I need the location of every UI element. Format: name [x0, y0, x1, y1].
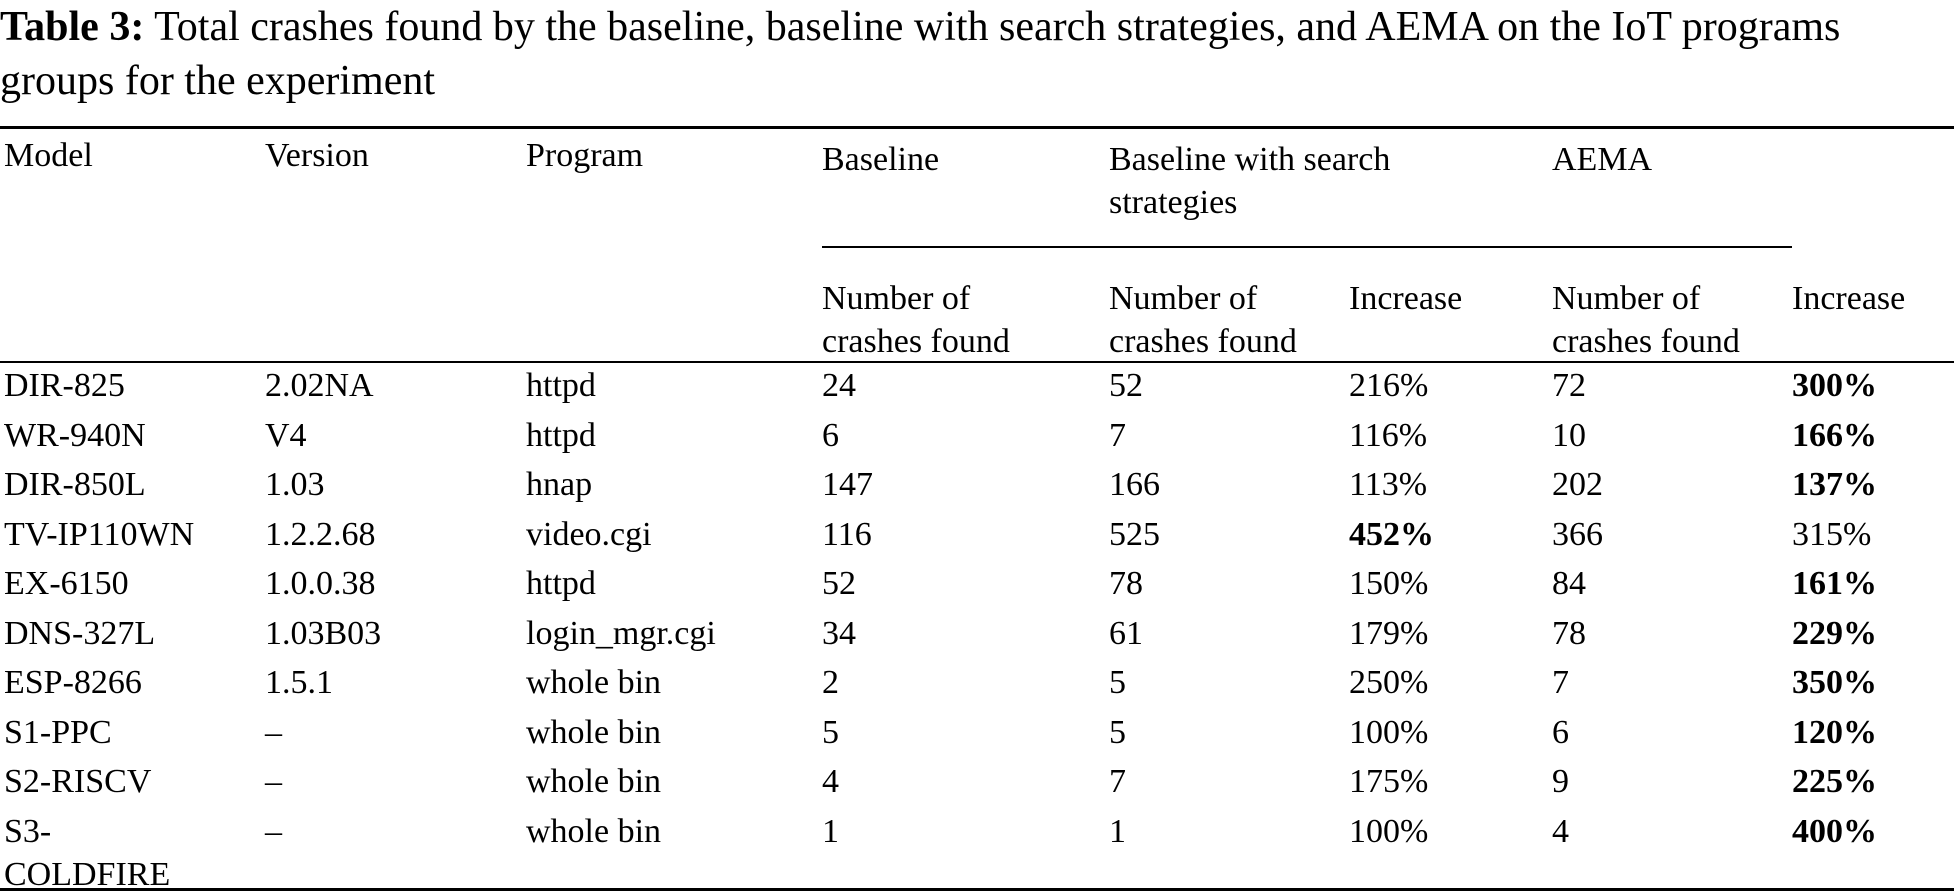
header-crashes-line2: crashes found — [1552, 323, 1740, 360]
cell-search-increase: 150% — [1349, 565, 1429, 602]
cell-aema-increase: 161% — [1792, 565, 1877, 602]
cell-model: DIR-825 — [4, 367, 125, 404]
header-baseline: Baseline — [822, 141, 940, 178]
cell-aema: 366 — [1552, 516, 1603, 553]
header-aema-increase: Increase — [1792, 280, 1906, 317]
cell-search: 525 — [1109, 516, 1160, 553]
cell-program: httpd — [526, 565, 596, 602]
cell-aema-increase: 229% — [1792, 615, 1877, 652]
cell-program: whole bin — [526, 813, 662, 850]
cell-baseline: 5 — [822, 714, 839, 751]
top-rule — [0, 126, 1954, 129]
cell-model: TV-IP110WN — [4, 516, 195, 553]
header-search-increase: Increase — [1349, 280, 1463, 317]
cell-program: whole bin — [526, 714, 662, 751]
cell-version: 1.03 — [265, 466, 325, 503]
cell-aema: 7 — [1552, 664, 1569, 701]
cell-version: 1.5.1 — [265, 664, 333, 701]
header-baseline-search — [1109, 138, 1390, 224]
cell-aema: 78 — [1552, 615, 1586, 652]
header-crashes-line1: Number of — [1109, 280, 1258, 317]
cell-program: httpd — [526, 367, 596, 404]
header-baseline-search-line1: Baseline with search — [1109, 141, 1391, 178]
cell-baseline: 1 — [822, 813, 839, 850]
cell-version: 1.03B03 — [265, 615, 382, 652]
caption-label: Table 3: — [0, 4, 145, 50]
cell-model: DIR-850L — [4, 466, 146, 503]
table-caption — [0, 0, 1954, 108]
cell-model: EX-6150 — [4, 565, 129, 602]
header-aema-crashes — [1552, 277, 1740, 363]
cell-model — [4, 810, 170, 896]
cell-aema: 9 — [1552, 763, 1569, 800]
cell-aema: 202 — [1552, 466, 1603, 503]
cell-version: V4 — [265, 417, 307, 454]
cell-baseline: 6 — [822, 417, 839, 454]
cell-search-increase: 250% — [1349, 664, 1429, 701]
cell-search-increase: 116% — [1349, 417, 1428, 454]
cell-search: 78 — [1109, 565, 1143, 602]
header-aema: AEMA — [1552, 141, 1653, 178]
cell-search: 52 — [1109, 367, 1143, 404]
cell-search-increase: 175% — [1349, 763, 1429, 800]
cell-aema-increase: 225% — [1792, 763, 1877, 800]
cell-aema-increase: 300% — [1792, 367, 1877, 404]
cell-search-increase: 100% — [1349, 813, 1429, 850]
cell-search-increase: 452% — [1349, 516, 1434, 553]
cell-program: login_mgr.cgi — [526, 615, 716, 652]
cell-program: video.cgi — [526, 516, 652, 553]
cell-aema-increase: 315% — [1792, 516, 1872, 553]
cell-search: 5 — [1109, 714, 1126, 751]
header-model: Model — [4, 137, 93, 174]
header-program: Program — [526, 137, 644, 174]
cell-baseline: 147 — [822, 466, 873, 503]
cell-version: – — [265, 813, 282, 850]
cell-model: DNS-327L — [4, 615, 156, 652]
caption-text: Total crashes found by the baseline, baseline with search strategies, and AEMA on the IoT programs groups for the experiment — [0, 4, 1841, 104]
header-baseline-search-line2: strategies — [1109, 184, 1238, 221]
header-crashes-line1: Number of — [822, 280, 971, 317]
cell-program: whole bin — [526, 763, 662, 800]
cell-search-increase: 179% — [1349, 615, 1429, 652]
cell-version: – — [265, 714, 282, 751]
cell-model-line2: COLDFIRE — [4, 856, 171, 893]
cell-aema-increase: 350% — [1792, 664, 1877, 701]
cell-search-increase: 113% — [1349, 466, 1428, 503]
cell-aema: 84 — [1552, 565, 1586, 602]
group-header-rule — [822, 246, 1792, 248]
bottom-rule — [0, 888, 1954, 891]
cell-search-increase: 216% — [1349, 367, 1429, 404]
cell-baseline: 34 — [822, 615, 856, 652]
cell-model: WR-940N — [4, 417, 146, 454]
cell-aema: 72 — [1552, 367, 1586, 404]
cell-version: – — [265, 763, 282, 800]
cell-program: whole bin — [526, 664, 662, 701]
cell-aema-increase: 137% — [1792, 466, 1877, 503]
cell-version: 2.02NA — [265, 367, 374, 404]
cell-baseline: 4 — [822, 763, 839, 800]
cell-search: 7 — [1109, 417, 1126, 454]
cell-model: ESP-8266 — [4, 664, 142, 701]
cell-program: httpd — [526, 417, 596, 454]
cell-model: S1-PPC — [4, 714, 112, 751]
cell-search: 1 — [1109, 813, 1126, 850]
cell-aema: 10 — [1552, 417, 1586, 454]
cell-search: 166 — [1109, 466, 1160, 503]
cell-baseline: 24 — [822, 367, 856, 404]
header-version: Version — [265, 137, 369, 174]
cell-baseline: 52 — [822, 565, 856, 602]
header-baseline-crashes — [822, 277, 1010, 363]
header-crashes-line1: Number of — [1552, 280, 1701, 317]
cell-search-increase: 100% — [1349, 714, 1429, 751]
cell-aema: 6 — [1552, 714, 1569, 751]
cell-search: 61 — [1109, 615, 1143, 652]
cell-aema-increase: 120% — [1792, 714, 1877, 751]
cell-model-line1: S3- — [4, 813, 52, 850]
cell-aema-increase: 400% — [1792, 813, 1877, 850]
cell-version: 1.0.0.38 — [265, 565, 376, 602]
cell-baseline: 2 — [822, 664, 839, 701]
cell-program: hnap — [526, 466, 593, 503]
cell-aema: 4 — [1552, 813, 1569, 850]
header-search-crashes — [1109, 277, 1297, 363]
cell-version: 1.2.2.68 — [265, 516, 376, 553]
cell-model: S2-RISCV — [4, 763, 152, 800]
cell-aema-increase: 166% — [1792, 417, 1877, 454]
header-crashes-line2: crashes found — [1109, 323, 1297, 360]
cell-baseline: 116 — [822, 516, 872, 553]
cell-search: 5 — [1109, 664, 1126, 701]
header-crashes-line2: crashes found — [822, 323, 1010, 360]
cell-search: 7 — [1109, 763, 1126, 800]
